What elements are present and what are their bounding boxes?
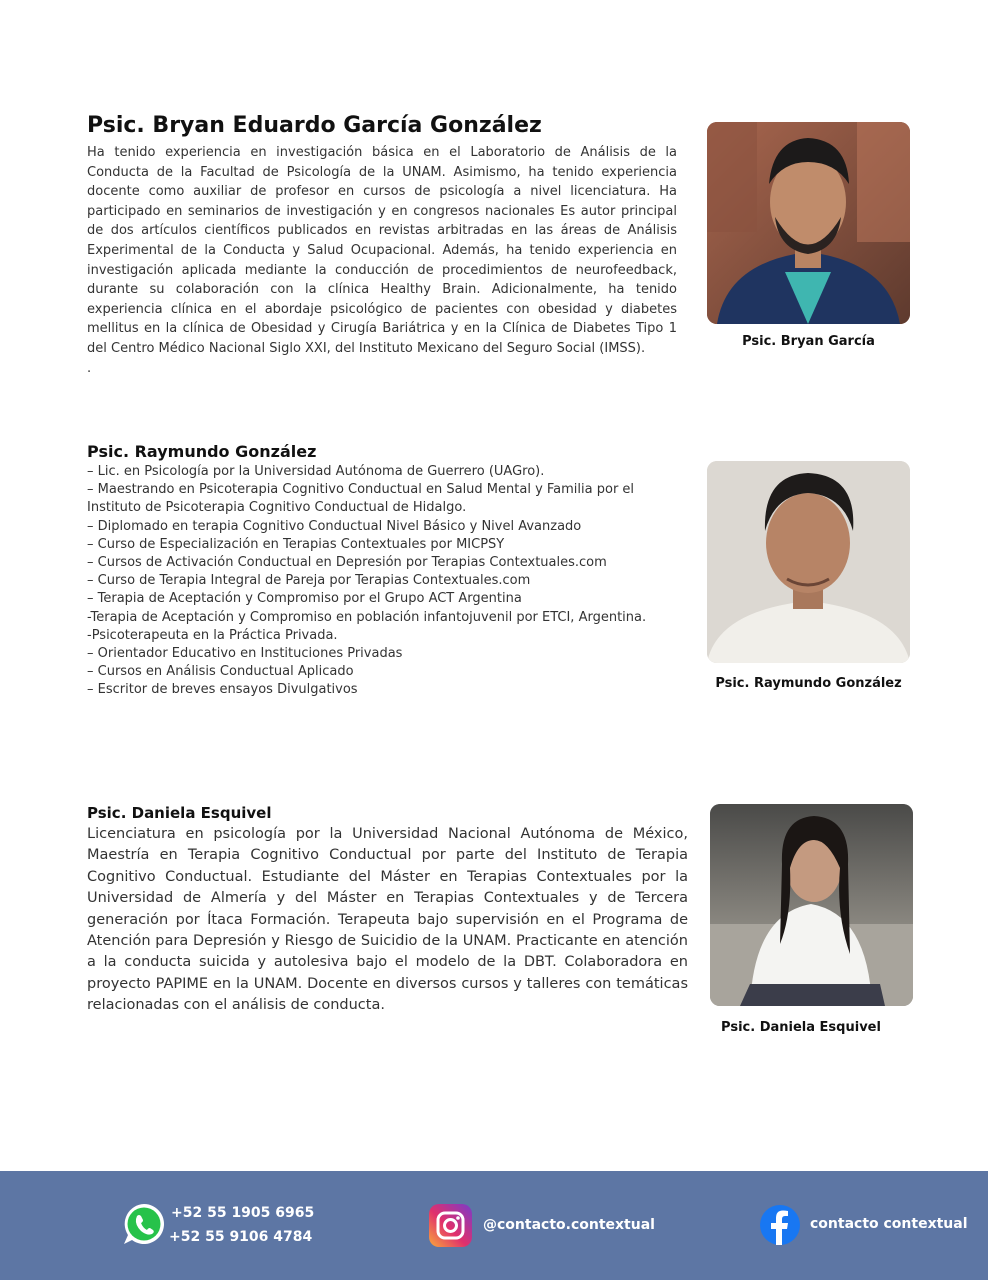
- caption-raymundo: Psic. Raymundo González: [715, 676, 902, 691]
- profile-name: Psic. Raymundo González: [87, 442, 317, 461]
- list-item: – Orientador Educativo en Instituciones Privadas: [87, 646, 403, 662]
- profile-raymundo: [87, 441, 687, 700]
- profile-daniela: [87, 803, 688, 1017]
- profile-bio: Licenciatura en psicología por la Universidad Nacional Autónoma de México, Maestría en Terapia Cognitivo Conductual por parte del Instituto de Terapia Cognitivo Conductual. Estudiante del Máster en Terapias Contextuales por la Universidad de Almería y del Máster en Terapias Contextuales y de Tercera generación por Ítaca Formación. Terapeuta bajo supervisión en el Programa de Atención para Depresión y Riesgo de Suicidio de la UNAM. Practicante en atención a la conducta suicida y autolesiva bajo el modelo de la DBT. Colaboradora en proyecto PAPIME en la UNAM. Docente en diversos cursos y talleres con temáticas relacionadas con el análisis de conducta.: [87, 826, 688, 1014]
- phone-number-2[interactable]: +52 55 9106 4784: [169, 1229, 313, 1245]
- photo-bryan: [707, 122, 910, 324]
- list-item: – Maestrando en Psicoterapia Cognitivo Conductual en Salud Mental y Familia por el Instituto de Psicoterapia Cognitivo Conductual de Hidalgo.: [87, 482, 635, 516]
- list-item: – Curso de Terapia Integral de Pareja por Terapias Contextuales.com: [87, 573, 531, 589]
- profile-name: Psic. Bryan Eduardo García González: [87, 113, 542, 138]
- portrait-raymundo: [707, 461, 910, 663]
- credentials-list: [87, 463, 687, 700]
- list-item: – Cursos en Análisis Conductual Aplicado: [87, 664, 354, 680]
- portrait-daniela: [710, 804, 913, 1006]
- instagram-icon[interactable]: [429, 1204, 472, 1247]
- profile-name: Psic. Daniela Esquivel: [87, 804, 272, 822]
- instagram-handle[interactable]: @contacto.contextual: [483, 1217, 655, 1233]
- contact-footer: [0, 1171, 988, 1280]
- caption-daniela: Psic. Daniela Esquivel: [721, 1020, 881, 1035]
- portrait-bryan: [707, 122, 910, 324]
- caption-bryan: Psic. Bryan García: [742, 334, 875, 349]
- photo-daniela: [710, 804, 913, 1006]
- list-item: – Terapia de Aceptación y Compromiso por el Grupo ACT Argentina: [87, 591, 522, 607]
- phone-number-1[interactable]: +52 55 1905 6965: [171, 1205, 315, 1221]
- profile-bio: Ha tenido experiencia en investigación básica en el Laboratorio de Análisis de la Conducta de la Facultad de Psicología de la UNAM. Asimismo, ha tenido experiencia docente como auxiliar de profesor en cursos de psicología a nivel licenciatura. Ha participado en seminarios de investigación y en congresos nacionales Es autor principal de dos artículos científicos publicados en revistas arbitradas en las áreas de Análisis Experimental de la Conducta y Salud Ocupacional. Además, ha tenido experiencia en investigación aplicada mediante la conducción de procedimientos de neurofeedback, durante su colaboración con la clínica Healthy Brain. Adicionalmente, ha tenido experiencia clínica en el abordaje psicológico de pacientes con obesidad y diabetes mellitus en la clínica de Obesidad y Cirugía Bariátrica y en la Clínica de Diabetes Tipo 1 del Centro Médico Nacional Siglo XXI, del Instituto Mexicano del Seguro Social (IMSS).: [87, 145, 677, 356]
- facebook-icon[interactable]: [760, 1205, 800, 1245]
- list-item: – Cursos de Activación Conductual en Depresión por Terapias Contextuales.com: [87, 555, 607, 571]
- list-item: – Diplomado en terapia Cognitivo Conductual Nivel Básico y Nivel Avanzado: [87, 518, 582, 534]
- list-item: -Terapia de Aceptación y Compromiso en población infantojuvenil por ETCI, Argentina.: [87, 609, 647, 625]
- profile-bryan: [87, 112, 677, 378]
- list-item: – Lic. en Psicología por la Universidad Autónoma de Guerrero (UAGro).: [87, 464, 545, 479]
- list-item: -Psicoterapeuta en la Práctica Privada.: [87, 627, 338, 643]
- whatsapp-icon[interactable]: [121, 1201, 167, 1247]
- facebook-name[interactable]: contacto contextual: [810, 1216, 968, 1232]
- photo-raymundo: [707, 461, 910, 663]
- list-item: – Curso de Especialización en Terapias Contextuales por MICPSY: [87, 536, 505, 552]
- trailing-period: .: [87, 360, 92, 376]
- list-item: – Escritor de breves ensayos Divulgativos: [87, 682, 358, 698]
